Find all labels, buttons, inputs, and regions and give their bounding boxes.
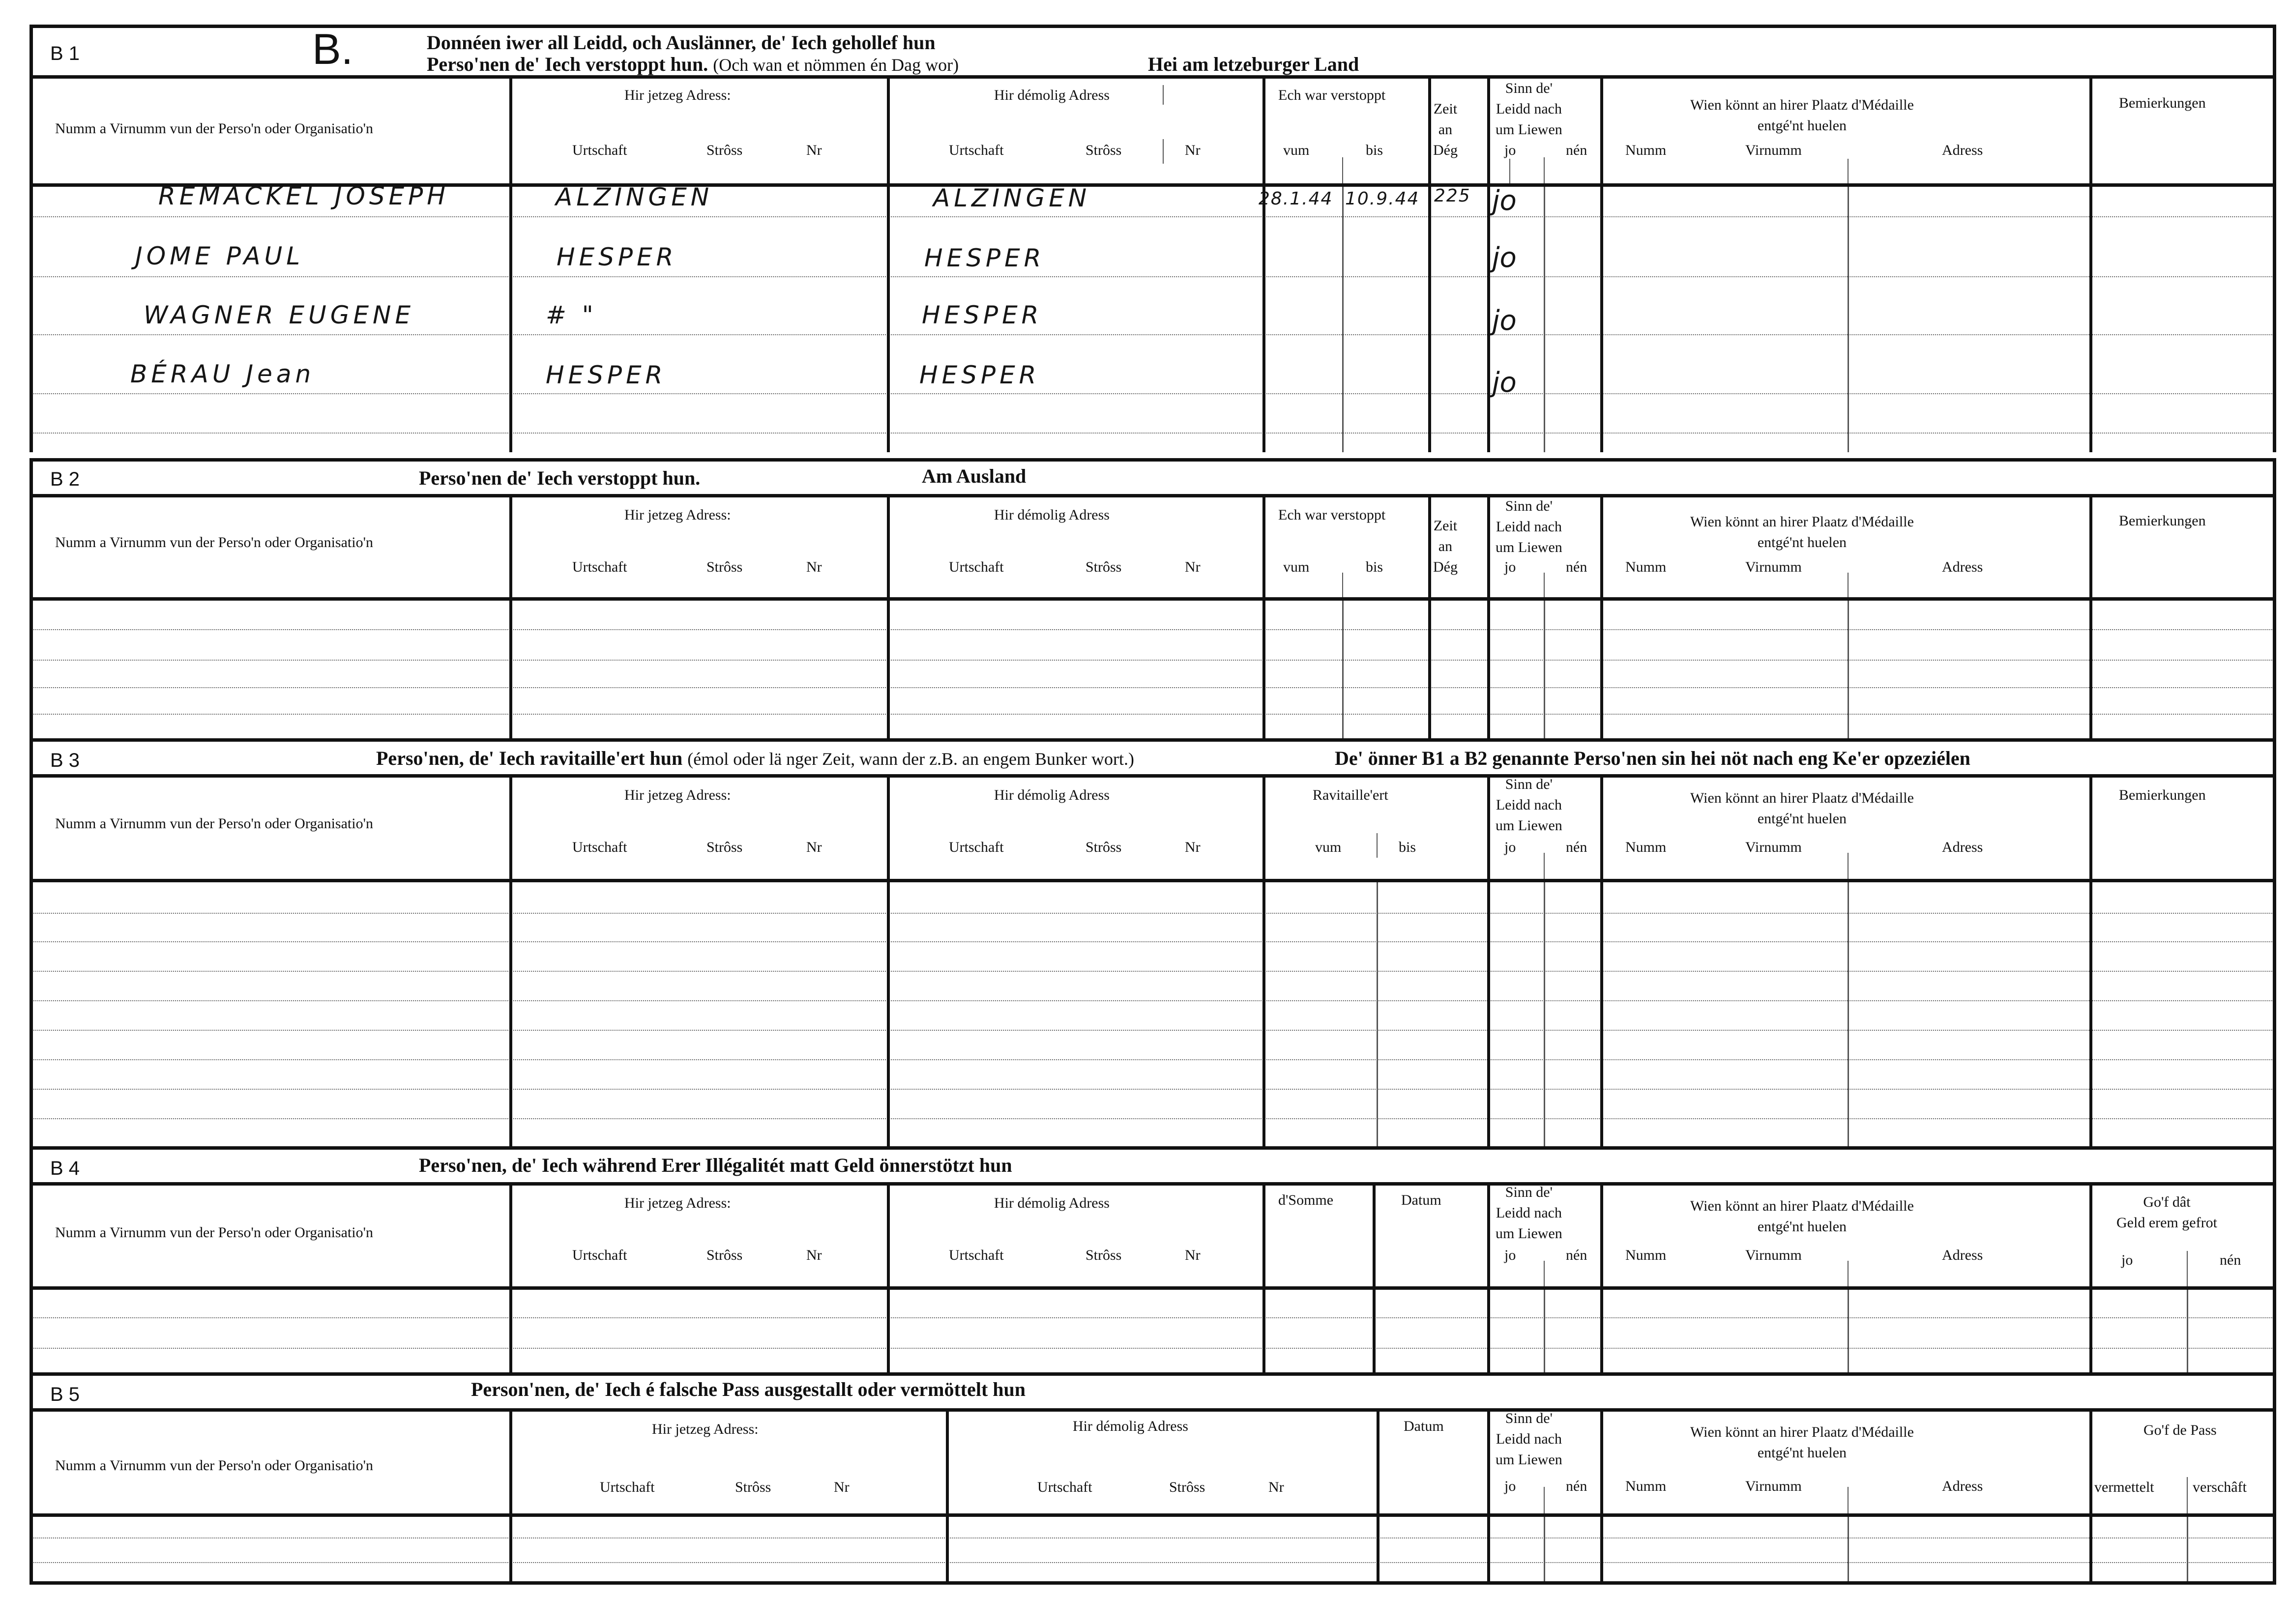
header-name: Numm a Virnumm vun der Perso'n oder Organisatio'n: [55, 120, 373, 137]
section-title-place: Am Ausland: [922, 465, 1027, 487]
header-name: Numm a Virnumm vun der Perso'n oder Organisatio'n: [55, 1457, 373, 1474]
header-medal-first: Virnumm: [1745, 559, 1802, 575]
header-nr: Nr: [806, 839, 822, 855]
entry-current-place: HESPER: [546, 361, 667, 389]
header-sum: d'Somme: [1278, 1192, 1334, 1208]
column-headers: [29, 75, 2276, 187]
header-former-address: Hir démolig Adress: [994, 507, 1110, 523]
header-medal-first: Virnumm: [1745, 142, 1802, 158]
header-to: bis: [1399, 839, 1416, 855]
entry-current-place: HESPER: [557, 243, 677, 271]
header-street: Strôss: [1169, 1479, 1205, 1495]
header-nr: Nr: [806, 559, 822, 575]
entry-helped-yes: jo: [1492, 185, 1517, 217]
header-place: Urtschaft: [949, 559, 1004, 575]
header-hidden: Ech war verstoppt: [1278, 87, 1386, 103]
header-medal-name: Numm: [1625, 142, 1667, 158]
header-former-address: Hir démolig Adress: [1073, 1418, 1188, 1434]
header-medal-address: Adress: [1942, 142, 1983, 158]
entry-former-place: HESPER: [919, 361, 1040, 389]
header-yes: jo: [2121, 1252, 2133, 1268]
header-no: nén: [1566, 839, 1587, 855]
header-street: Strôss: [706, 559, 743, 575]
entries: [29, 182, 2276, 452]
header-medal-name: Numm: [1625, 839, 1667, 855]
section-title: Perso'nen de' Iech verstoppt hun.: [419, 467, 701, 489]
form-part-letter: B.: [312, 25, 353, 73]
header-place: Urtschaft: [949, 839, 1004, 855]
header-place: Urtschaft: [572, 559, 627, 575]
section-code: B 3: [50, 750, 80, 771]
header-medal-name: Numm: [1625, 1247, 1667, 1263]
header-current-address: Hir jetzeg Adress:: [624, 787, 731, 803]
header-current-address: Hir jetzeg Adress:: [624, 87, 731, 103]
header-no: nén: [1566, 1478, 1587, 1494]
header-helped: Sinn de' Leidd nach um Liewen: [1496, 1184, 1562, 1242]
section-code: B 2: [50, 468, 80, 490]
header-money-demand: Go'f dât Geld erem gefrot: [2116, 1194, 2217, 1231]
entry-helped-yes: jo: [1492, 305, 1517, 337]
header-pass-provided: verschâft: [2193, 1479, 2247, 1495]
header-nr: Nr: [806, 1247, 822, 1263]
header-current-address: Hir jetzeg Adress:: [652, 1421, 759, 1437]
entries: [29, 1290, 2276, 1372]
header-remarks: Bemierkungen: [2119, 513, 2206, 529]
header-medal: Wien könnt an hirer Plaatz d'Médaille entgé'nt huelen: [1690, 790, 1914, 827]
section-title-line2: Perso'nen de' Iech verstoppt hun. (Och wan et nömmen én Dag wor): [427, 53, 959, 75]
header-helped: Sinn de' Leidd nach um Liewen: [1496, 80, 1562, 138]
entry-name: REMACKEL JOSEPH: [158, 182, 449, 210]
header-nr: Nr: [806, 142, 822, 158]
entry-name: JOME PAUL: [135, 242, 304, 270]
header-nr: Nr: [1185, 1247, 1201, 1263]
header-date: Datum: [1401, 1192, 1441, 1208]
header-no: nén: [1566, 559, 1587, 575]
header-medal: Wien könnt an hirer Plaatz d'Médaille entgé'nt huelen: [1690, 97, 1914, 134]
header-nr: Nr: [834, 1479, 850, 1495]
section-title: Perso'nen, de' Iech ravitaille'ert hun (émol oder lä nger Zeit, wann der z.B. an engem Bunker wort.): [376, 747, 1134, 769]
header-place: Urtschaft: [572, 839, 627, 855]
header-place: Urtschaft: [1037, 1479, 1092, 1495]
section-b4: [29, 1146, 2276, 1372]
header-medal-first: Virnumm: [1745, 1247, 1802, 1263]
header-to: bis: [1366, 559, 1383, 575]
header-no: nén: [2220, 1252, 2241, 1268]
section-code: B 5: [50, 1384, 80, 1405]
header-street: Strôss: [1086, 559, 1122, 575]
section-title-place: Hei am letzeburger Land: [1148, 53, 1359, 75]
column-headers: [29, 494, 2276, 601]
section-title: Person'nen, de' Iech é falsche Pass ausgestallt oder vermöttelt hun: [471, 1378, 1026, 1400]
header-yes: jo: [1504, 839, 1516, 855]
header-nr: Nr: [1268, 1479, 1284, 1495]
header-medal-address: Adress: [1942, 559, 1983, 575]
column-headers: [29, 1408, 2276, 1517]
entry-helped-yes: jo: [1492, 242, 1517, 274]
entries: [29, 1517, 2276, 1585]
header-place: Urtschaft: [949, 1247, 1004, 1263]
header-no: nén: [1566, 1247, 1587, 1263]
header-place: Urtschaft: [600, 1479, 655, 1495]
header-name: Numm a Virnumm vun der Perso'n oder Organisatio'n: [55, 1224, 373, 1241]
header-from: vum: [1283, 142, 1310, 158]
header-medal-name: Numm: [1625, 1478, 1667, 1494]
header-supplied: Ravitaille'ert: [1313, 787, 1388, 803]
header-current-address: Hir jetzeg Adress:: [624, 507, 731, 523]
section-b3: [29, 738, 2276, 1146]
header-medal-first: Virnumm: [1745, 839, 1802, 855]
header-street: Strôss: [706, 1247, 743, 1263]
header-helped: Sinn de' Leidd nach um Liewen: [1496, 498, 1562, 555]
header-from: vum: [1315, 839, 1342, 855]
entry-former-place: HESPER: [922, 301, 1043, 329]
entry-former-place: ALZINGEN: [933, 184, 1091, 212]
entry-current-place: ALZINGEN: [556, 183, 713, 211]
entry-former-place: HESPER: [924, 244, 1045, 272]
header-yes: jo: [1504, 559, 1516, 575]
entry-days: 225: [1434, 186, 1471, 206]
section-b5: [29, 1372, 2276, 1585]
header-from: vum: [1283, 559, 1310, 575]
header-medal-first: Virnumm: [1745, 1478, 1802, 1494]
header-medal: Wien könnt an hirer Plaatz d'Médaille entgé'nt huelen: [1690, 1424, 1914, 1461]
section-title: Perso'nen, de' Iech während Erer Illégalitét matt Geld önnerstötzt hun: [419, 1154, 1012, 1176]
header-street: Strôss: [1086, 142, 1122, 158]
header-nr: Nr: [1185, 142, 1201, 158]
column-headers: [29, 1182, 2276, 1290]
entries: [29, 882, 2276, 1146]
header-nr: Nr: [1185, 559, 1201, 575]
header-remarks: Bemierkungen: [2119, 95, 2206, 111]
header-days: Zeit an Dég: [1433, 101, 1458, 158]
header-days: Zeit an Dég: [1433, 518, 1458, 575]
section-code: B 1: [50, 43, 80, 64]
header-yes: jo: [1504, 1247, 1516, 1263]
header-no: nén: [1566, 142, 1587, 158]
header-helped: Sinn de' Leidd nach um Liewen: [1496, 776, 1562, 834]
section-b1: [29, 25, 2276, 452]
section-title-line1: Donnéen iwer all Leidd, och Auslänner, de' Iech gehollef hun: [427, 31, 936, 54]
header-former-address: Hir démolig Adress: [994, 87, 1110, 103]
header-remarks: Bemierkungen: [2119, 787, 2206, 803]
entries: [29, 601, 2276, 738]
header-place: Urtschaft: [572, 142, 627, 158]
entry-name: WAGNER EUGENE: [144, 301, 415, 329]
entry-to: 10.9.44: [1345, 189, 1420, 209]
entry-current-place: # ": [546, 301, 597, 329]
header-medal-address: Adress: [1942, 1478, 1983, 1494]
entry-from: 28.1.44: [1259, 189, 1333, 209]
section-b2: [29, 458, 2276, 738]
header-street: Strôss: [1086, 839, 1122, 855]
header-pass-issued: vermettelt: [2094, 1479, 2154, 1495]
header-nr: Nr: [1185, 839, 1201, 855]
header-medal-address: Adress: [1942, 1247, 1983, 1263]
header-hidden: Ech war verstoppt: [1278, 507, 1386, 523]
header-name: Numm a Virnumm vun der Perso'n oder Organisatio'n: [55, 815, 373, 832]
header-medal-address: Adress: [1942, 839, 1983, 855]
header-medal-name: Numm: [1625, 559, 1667, 575]
header-street: Strôss: [706, 839, 743, 855]
header-former-address: Hir démolig Adress: [994, 1195, 1110, 1211]
header-current-address: Hir jetzeg Adress:: [624, 1195, 731, 1211]
header-date: Datum: [1404, 1418, 1444, 1434]
header-place: Urtschaft: [949, 142, 1004, 158]
header-name: Numm a Virnumm vun der Perso'n oder Organisatio'n: [55, 534, 373, 551]
header-street: Strôss: [735, 1479, 771, 1495]
header-yes: jo: [1504, 1478, 1516, 1494]
header-pass: Go'f de Pass: [2143, 1422, 2217, 1438]
header-place: Urtschaft: [572, 1247, 627, 1263]
section-code: B 4: [50, 1158, 80, 1179]
column-headers: [29, 774, 2276, 882]
header-medal: Wien könnt an hirer Plaatz d'Médaille entgé'nt huelen: [1690, 1198, 1914, 1235]
header-yes: jo: [1504, 142, 1516, 158]
entry-helped-yes: jo: [1492, 367, 1517, 399]
entry-name: BÉRAU Jean: [130, 360, 315, 388]
header-former-address: Hir démolig Adress: [994, 787, 1110, 803]
section-title-tail: De' önner B1 a B2 genannte Perso'nen sin hei nöt nach eng Ke'er opzeziélen: [1335, 747, 1970, 769]
header-street: Strôss: [706, 142, 743, 158]
header-to: bis: [1366, 142, 1383, 158]
header-medal: Wien könnt an hirer Plaatz d'Médaille entgé'nt huelen: [1690, 514, 1914, 551]
header-helped: Sinn de' Leidd nach um Liewen: [1496, 1410, 1562, 1468]
header-street: Strôss: [1086, 1247, 1122, 1263]
